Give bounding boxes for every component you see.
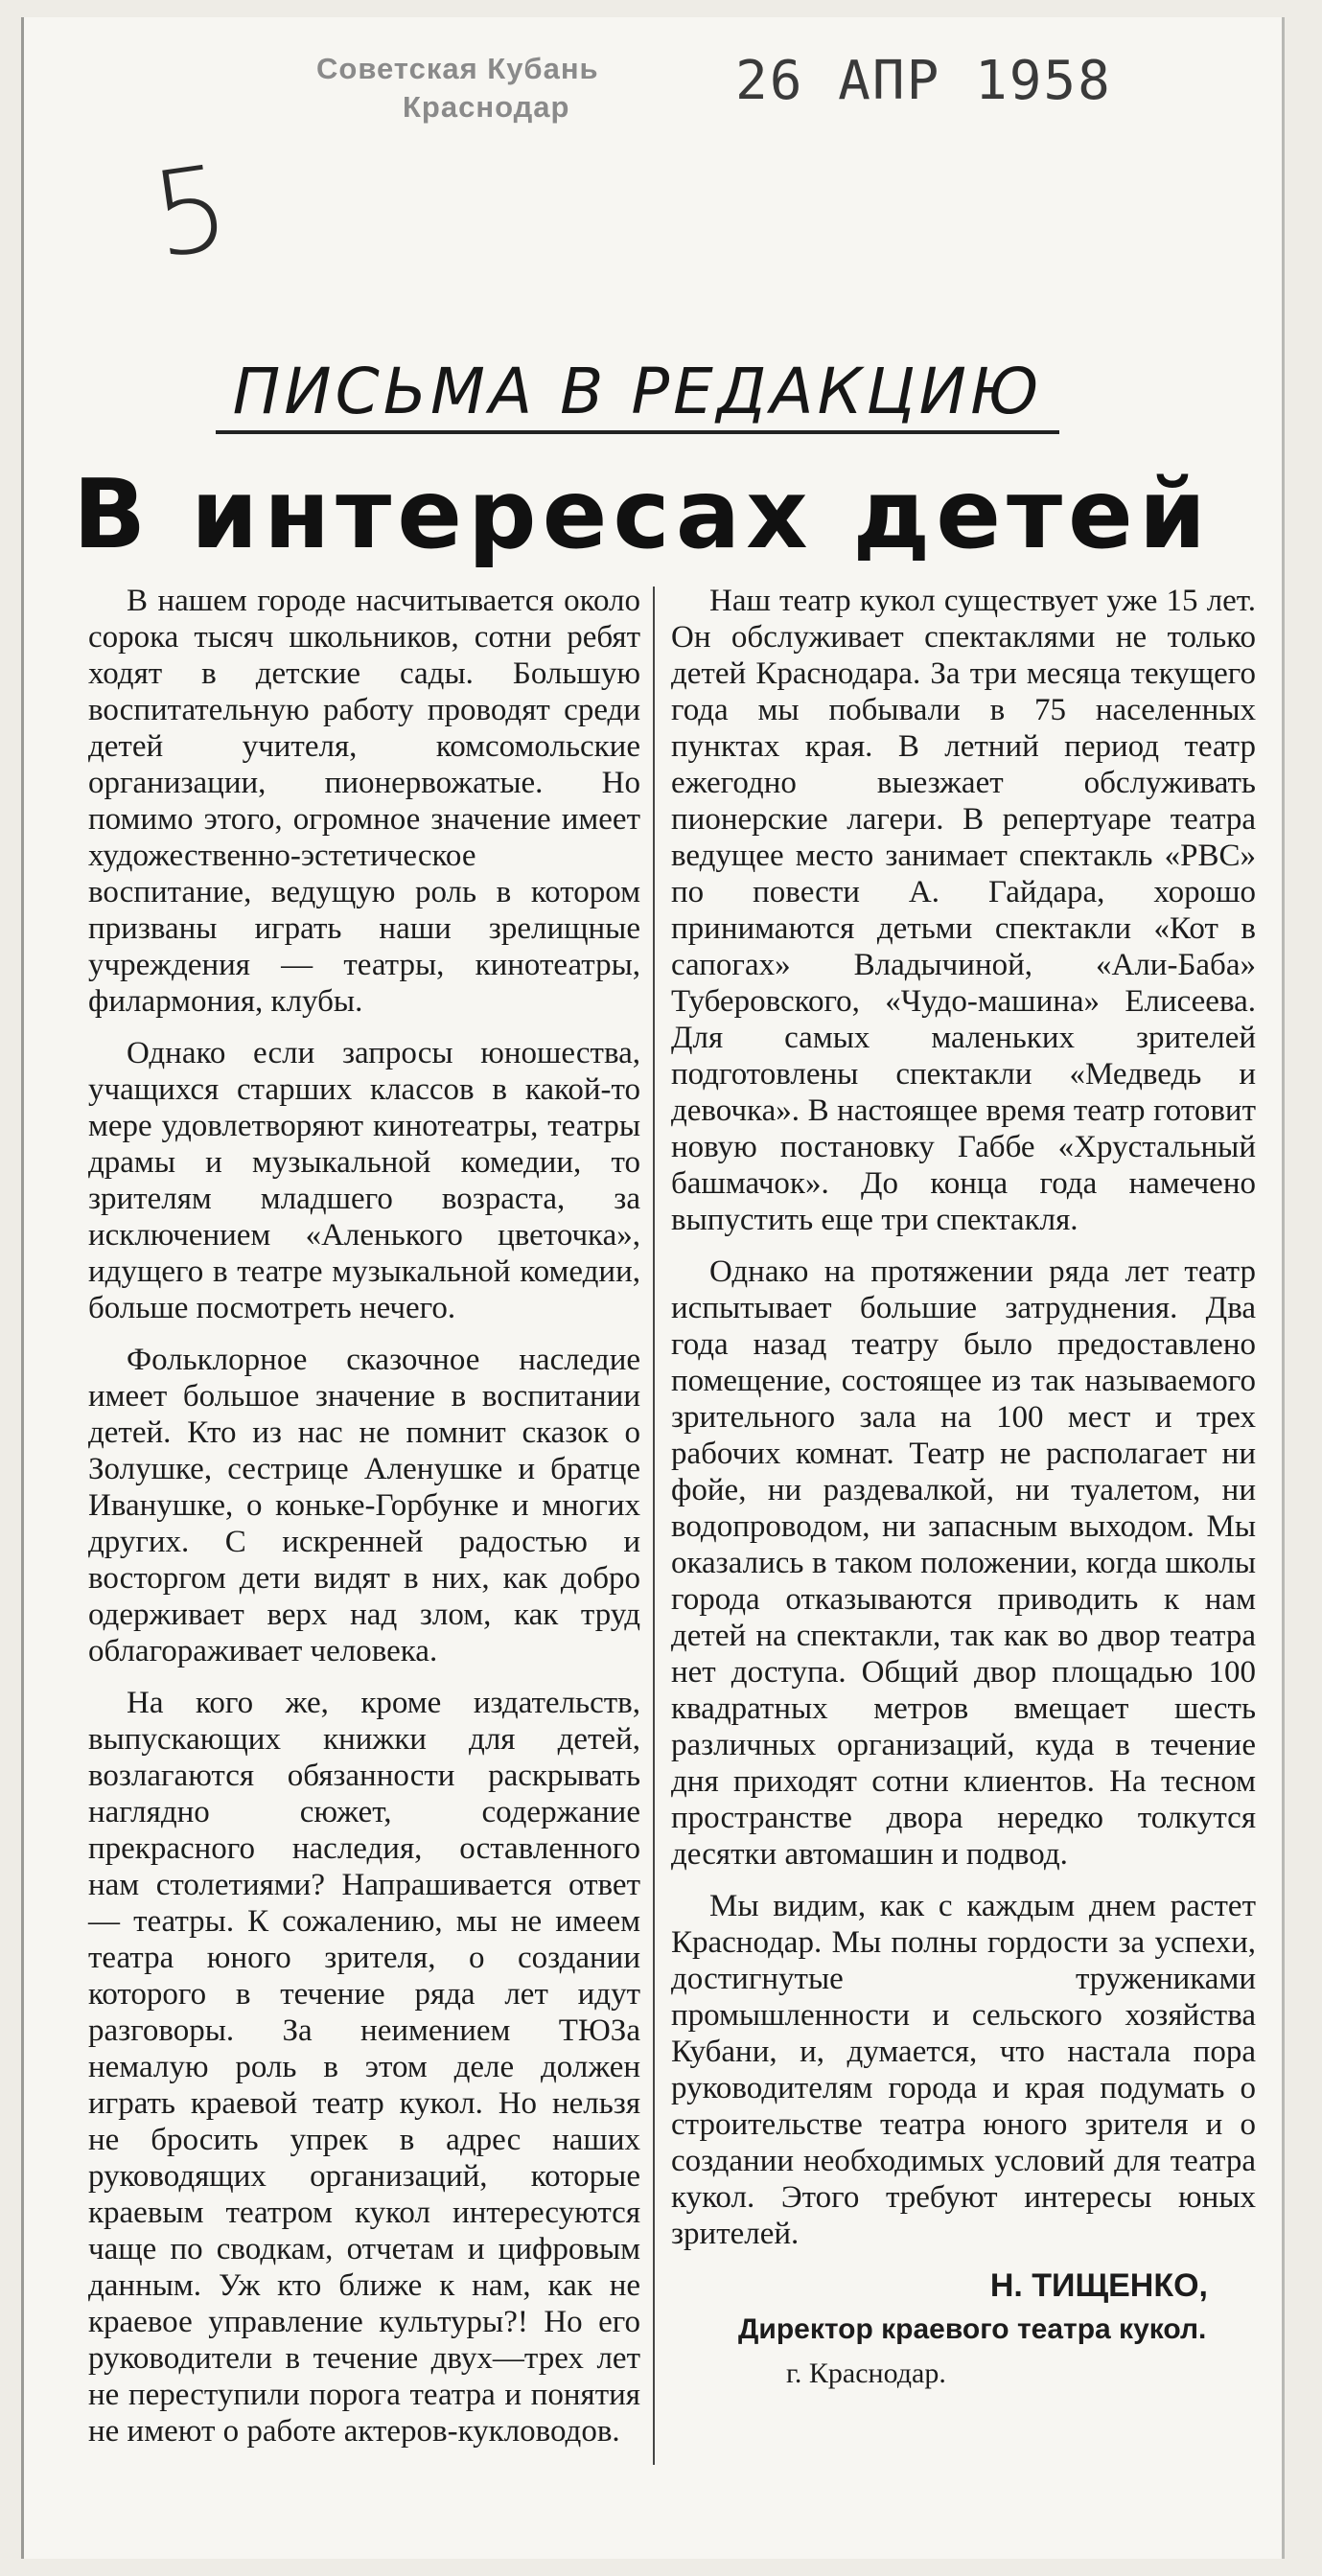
article-headline: В интересах детей: [73, 458, 1212, 570]
article-column-left: [88, 583, 640, 2465]
paragraph: Фольклорное сказочное наследие имеет большое значение в воспитании детей. Кто из нас не помнит сказок о Золушке, сестрице Аленушке и братце Иванушке, о коньке-Горбунке и многих других. С искренней радостью и восторгом дети видят в них, как добро одерживает верх над злом, как труд облагораживает человека.: [88, 1343, 640, 1668]
stamp-publication: Советская Кубань: [316, 52, 599, 85]
paragraph: Мы видим, как с каждым днем растет Краснодар. Мы полны гордости за успехи, достигнутые тружениками промышленности и сельского хозяйства Кубани, и, думается, что настала пора руководителям города и края подумать о строительстве театра юного зрителя и о создании необходимых условий для театра кукол. Этого требуют интересы юных зрителей.: [671, 1889, 1256, 2251]
author-city: г. Краснодар.: [786, 2358, 946, 2389]
date-stamp: 26 АПР 1958: [735, 50, 1112, 112]
paragraph: На кого же, кроме издательств, выпускающих книжки для детей, возлагаются обязанности раскрывать наглядно сюжет, содержание прекрасного наследия, оставленного нам столетиями? Напрашивается ответ — театры. К сожалению, мы не имеем театра юного зрителя, о создании которого в течение ряда лет идут разговоры. За неимением ТЮЗа немалую роль в этом деле должен играть краевой театр кукол. Но нельзя не бросить упрек в адрес наших руководящих организаций, которые краевым театром кукол интересуются чаще по сводкам, отчетам и цифровым данным. Уж кто ближе к нам, как не краевое управление культуры?! Но его руководители в течение двух—трех лет не переступили порога театра и понятия не имеют о работе актеров-кукловодов.: [88, 1686, 640, 2449]
paragraph: В нашем городе насчитывается около сорока тысяч школьников, сотни ребят ходят в детские сады. Большую воспитательную работу проводят среди детей учителя, комсомольские организации, пионервожатые. Но помимо этого, огромное значение имеет художественно-эстетическое воспитание, ведущую роль в котором призваны играть наши зрелищные учреждения — театры, кинотеатры, филармония, клубы.: [88, 584, 640, 1019]
author-title: Директор краевого театра кукол.: [738, 2313, 1207, 2345]
section-rubric: ПИСЬМА В РЕДАКЦИЮ: [216, 355, 1059, 434]
column-divider: [653, 586, 655, 2465]
paragraph: Наш театр кукол существует уже 15 лет. Он обслуживает спектаклями не только детей Краснодара. За три месяца текущего года мы побывали в 75 населенных пунктах края. В летний период театр ежегодно выезжает обслуживать пионерские лагери. В репертуаре театра ведущее место занимает спектакль «РВС» по повести А. Гайдара, хорошо принимаются детьми спектакли «Кот в сапогах» Владычиной, «Али-Баба» Туберовского, «Чудо-машина» Елисеева. Для самых маленьких зрителей подготовлены спектакли «Медведь и девочка». В настоящее время театр готовит новую постановку Габбе «Хрустальный башмачок». До конца года намечено выпустить еще три спектакля.: [671, 584, 1256, 1237]
paragraph: Однако на протяжении ряда лет театр испытывает большие затруднения. Два года назад театру было предоставлено помещение, состоящее из так называемого зрительного зала на 100 мест и трех рабочих комнат. Театр не располагает ни фойе, ни раздевалкой, ни туалетом, ни водопроводом, ни запасным выходом. Мы оказались в таком положении, когда школы города отказываются приводить к нам детей на спектакли, так как во двор театра нет доступа. Общий двор площадью 100 квадратных метров вмещает шесть различных организаций, куда в течение дня приходят сотни клиентов. На тесном пространстве двора нередко толкутся десятки автомашин и подвод.: [671, 1254, 1256, 1872]
stamp-city: Краснодар: [403, 90, 570, 124]
paragraph: Однако если запросы юношества, учащихся старших классов в какой-то мере удовлетворяют кинотеатры, театры драмы и музыкальной комедии, то зрителям младшего возраста, за исключением «Аленького цветочка», идущего в театре музыкальной комедии, больше посмотреть нечего.: [88, 1036, 640, 1325]
publication-stamp: [316, 50, 599, 126]
author-name: Н. ТИЩЕНКО,: [989, 2267, 1208, 2304]
handwritten-page-number: 5: [144, 139, 238, 285]
article-column-right: [671, 583, 1256, 2392]
